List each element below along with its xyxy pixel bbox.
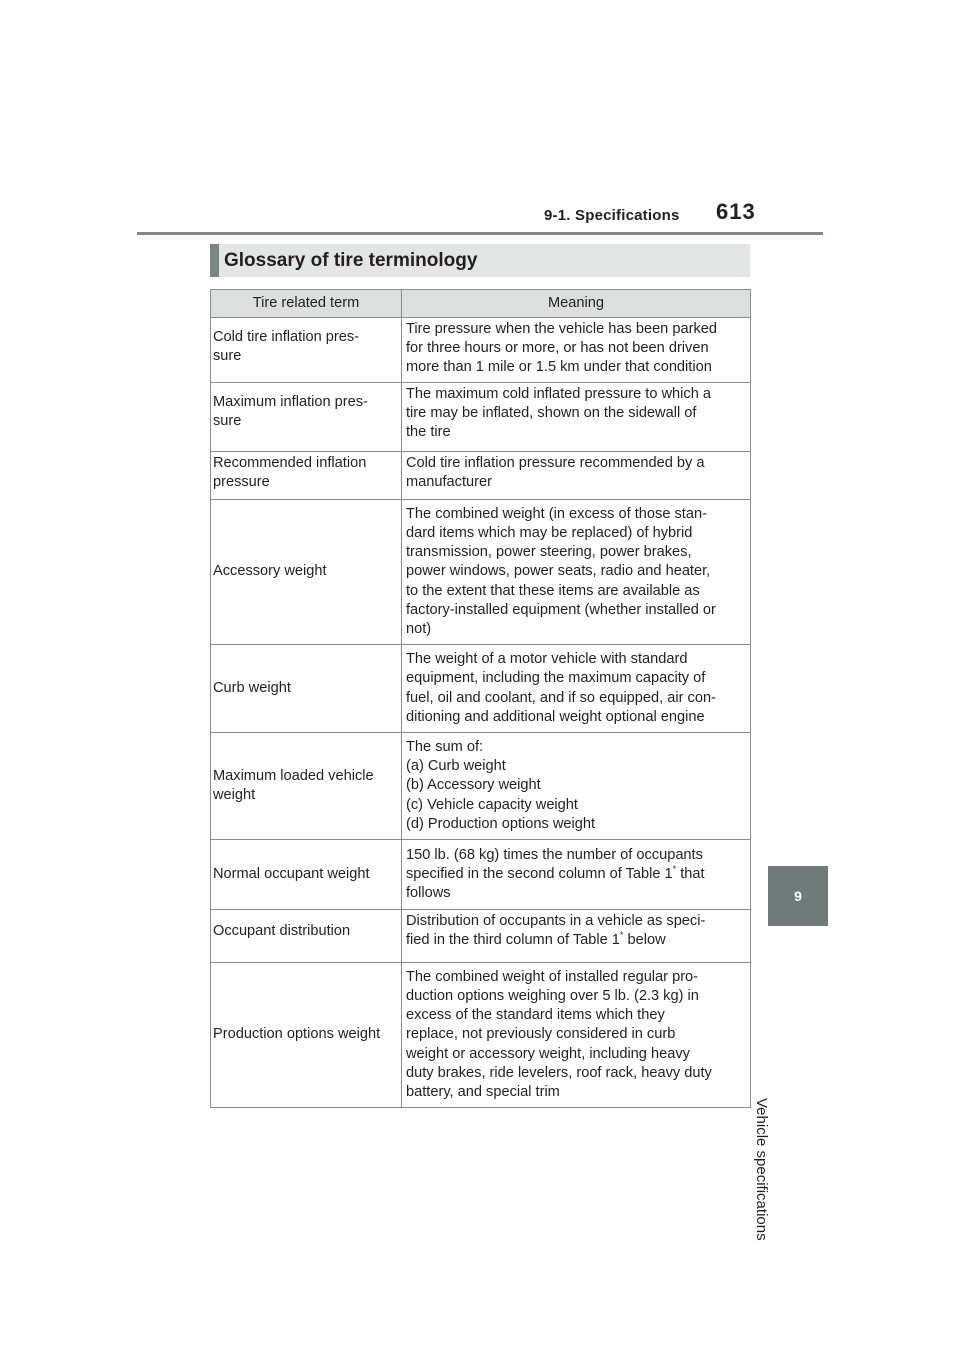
table-row — [211, 645, 751, 733]
table-row — [211, 840, 751, 910]
meaning-cell: The maximum cold inflated pressure to which a tire may be inflated, shown on the sidewall of the tire — [402, 383, 751, 452]
chapter-label: Vehicle specifications — [753, 1098, 770, 1241]
footnote-marker: * — [672, 864, 677, 875]
table-row — [211, 500, 751, 645]
table-row — [211, 963, 751, 1108]
table-row — [211, 733, 751, 840]
term-cell: Normal occupant weight — [211, 840, 402, 910]
table-row — [211, 910, 751, 963]
meaning-cell: The weight of a motor vehicle with standard equipment, including the maximum capacity of fuel, oil and coolant, and if so equipped, air con- ditioning and additional weight optional engine — [402, 645, 751, 733]
table-row — [211, 383, 751, 452]
chapter-number: 9 — [794, 888, 802, 904]
column-header-meaning: Meaning — [402, 290, 751, 318]
meaning-cell: The sum of: (a) Curb weight (b) Accessory weight (c) Vehicle capacity weight (d) Production options weight — [402, 733, 751, 840]
term-cell: Production options weight — [211, 963, 402, 1108]
term-cell: Recommended inflation pressure — [211, 452, 402, 500]
term-cell: Cold tire inflation pres- sure — [211, 318, 402, 383]
header-divider — [137, 232, 823, 235]
meaning-cell: The combined weight (in excess of those stan- dard items which may be replaced) of hybrid transmission, power steering, power brakes, power windows, power seats, radio and heater, to the extent that these items are available as factory-installed equipment (whether installed or not) — [402, 500, 751, 645]
meaning-cell: The combined weight of installed regular pro- duction options weighing over 5 lb. (2.3 kg) in excess of the standard items which they replace, not previously considered in curb weight or accessory weight, including heavy duty brakes, ride levelers, roof rack, heavy duty battery, and special trim — [402, 963, 751, 1108]
glossary-table — [210, 289, 751, 1108]
term-cell: Occupant distribution — [211, 910, 402, 963]
chapter-tab[interactable] — [768, 866, 828, 926]
table-row — [211, 318, 751, 383]
meaning-cell: Cold tire inflation pressure recommended by a manufacturer — [402, 452, 751, 500]
table-row — [211, 452, 751, 500]
term-cell: Maximum loaded vehicle weight — [211, 733, 402, 840]
section-heading-text: Glossary of tire terminology — [224, 249, 478, 271]
term-cell: Accessory weight — [211, 500, 402, 645]
table-header-row — [211, 290, 751, 318]
section-heading — [210, 244, 750, 277]
footnote-marker: * — [619, 930, 624, 941]
meaning-cell: Distribution of occupants in a vehicle as speci- fied in the third column of Table 1* below — [402, 910, 751, 963]
section-title: 9-1. Specifications — [544, 207, 680, 224]
term-cell: Maximum inflation pres- sure — [211, 383, 402, 452]
column-header-term: Tire related term — [211, 290, 402, 318]
meaning-cell: 150 lb. (68 kg) times the number of occupants specified in the second column of Table 1* that follows — [402, 840, 751, 910]
term-cell: Curb weight — [211, 645, 402, 733]
page-number: 613 — [716, 199, 756, 224]
meaning-cell: Tire pressure when the vehicle has been parked for three hours or more, or has not been driven more than 1 mile or 1.5 km under that condition — [402, 318, 751, 383]
